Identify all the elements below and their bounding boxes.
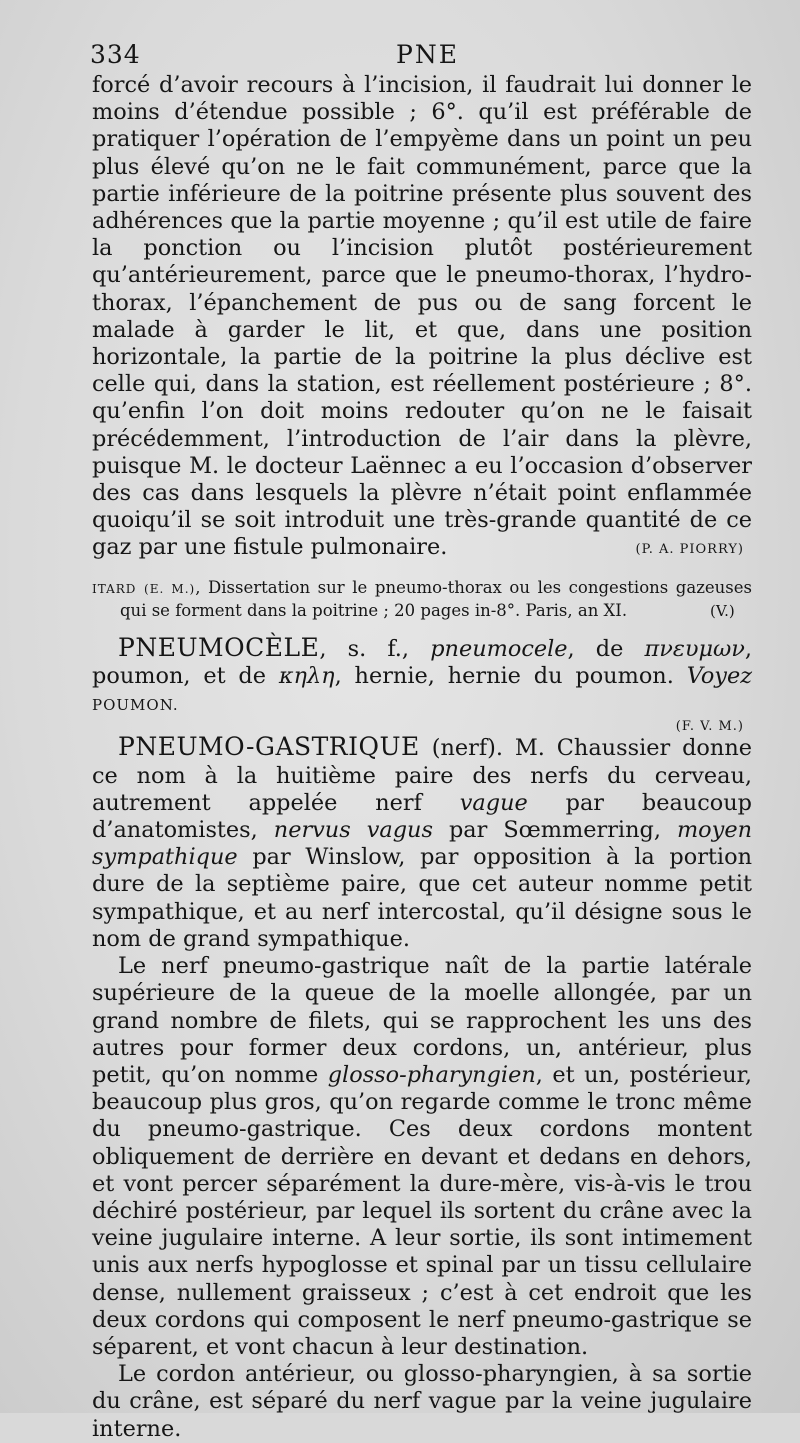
entry-pneumocele	[92, 634, 752, 720]
page-number: 334	[90, 40, 141, 69]
pg-paragraph-2	[92, 953, 752, 1361]
pg-p2-b: , et un, postérieur, beaucoup plus gros, qu’on regarde comme le tronc même du pneumo-gastrique. Ces deux cordons montent obliquement de derrière en devant et dedans en dehors, et vont percer séparément la dure-mère, vis-à-vis le trou déchiré postérieur, par lequel ils sortent du crâne avec la veine jugulaire interne. A leur sortie, ils sont intimement unis aux nerfs hypoglosse et spinal par un tissu cellulaire dense, nullement graisseux ; c’est à cet endroit que les deux cordons qui composent le nerf pneumo-gastrique se séparent, et vont chacun à leur destination.	[92, 1061, 752, 1360]
headword-pneumo-gastrique: PNEUMO-GASTRIQUE	[118, 732, 420, 762]
bibliography-text: , Dissertation sur le pneumo-thorax ou les congestions gazeuses qui se forment dans la poitrine ; 20 pages in-8°. Paris, an XI.	[120, 577, 752, 620]
pg-p2-a: Le nerf pneumo-gastrique naît de la partie latérale supérieure de la queue de la moelle allongée, par un grand nombre de filets, qui se rapprochent les uns des autres pour former deux cordons, un, antérieur, plus petit, qu’on nomme	[92, 953, 752, 1088]
bibliography-entry: ITARD (E. M.), Dissertation sur le pneumo-thorax ou les congestions gazeuses qui se forment dans la poitrine ; 20 pages in-8°. Paris, an XI. (V.)	[92, 577, 752, 620]
pneumocele-etym-2: , poumon, et de	[92, 635, 753, 690]
pneumocele-greek-1: πνευμων	[644, 635, 745, 662]
pneumocele-latin: pneumocele	[430, 635, 568, 662]
bibliography-initials: (E. M.)	[144, 581, 196, 596]
paragraph-empyeme: forcé d’avoir recours à l’incision, il faudrait lui donner le moins d’étendue possible ; 6°. qu’il est préférable de pratiquer l’opération de l’empyème dans un point un peu plus élevé qu’on ne le fait communément, parce que la partie inférieure de la poitrine présente plus souvent des adhérences que la partie moyenne ; qu’il est utile de faire la ponction ou l’incision plutôt postérieurement qu’antérieurement, parce que le pneumo-thorax, l’hydro-thorax, l’épanchement de pus ou de sang forcent le malade à garder le lit, et que, dans une position horizontale, la partie de la poitrine la plus déclive est celle qui, dans la station, est réellement postérieure ; 8°. qu’enfin l’on doit moins redouter qu’on ne le faisait précédemment, l’introduction de l’air dans la plèvre, puisque M. le docteur Laënnec a eu l’occasion d’observer des cas dans lesquels la plèvre n’était point enflammée quoiqu’il se soit introduit une très-grande quantité de ce gaz par une fistule pulmonaire.	[92, 72, 752, 561]
pg-p1-c: par Sœmmerring,	[432, 817, 677, 844]
pneumocele-signature: (F. V. M.)	[675, 719, 744, 735]
page-body	[92, 72, 752, 1443]
pneumocele-xref: POUMON.	[92, 696, 179, 715]
pneumocele-voyez: Voyez	[686, 663, 752, 690]
pg-p1-d: par Winslow, par opposition à la portion dure de la septième paire, que cet auteur nomme petit sympathique, et au nerf intercostal, qu’il désigne sous le nom de grand sympathique.	[92, 844, 752, 952]
pneumocele-greek-2: κηλη	[278, 663, 335, 690]
pg-vague: vague	[459, 789, 528, 816]
author-signature: (P. A. PIORRY)	[635, 541, 744, 557]
pg-p1-b: par beaucoup d’anatomistes,	[92, 789, 752, 844]
pneumocele-grammar: , s. f.,	[319, 635, 431, 662]
pg-nervus-vagus: nervus vagus	[273, 817, 433, 844]
pg-glosso-pharyngien: glosso-pharyngien	[327, 1061, 536, 1088]
entry-pneumo-gastrique	[92, 733, 752, 953]
pg-paragraph-3: Le cordon antérieur, ou glosso-pharyngien, à sa sortie du crâne, est séparé du nerf vague par la veine jugulaire interne.	[92, 1361, 752, 1442]
pg-p1-a: (nerf). M. Chaussier donne ce nom à la huitième paire des nerfs du cerveau, autrement appelée nerf	[92, 735, 752, 816]
page-header	[90, 40, 750, 70]
pneumocele-etym-1: , de	[567, 635, 645, 662]
running-head: PNE	[396, 40, 459, 69]
bibliography-author: ITARD	[92, 581, 137, 596]
pneumocele-etym-3: , hernie, hernie du poumon.	[334, 663, 687, 690]
headword-pneumocele: PNEUMOCÈLE	[118, 632, 320, 662]
pg-moyen-sympathique: moyen sympathique	[92, 817, 752, 871]
